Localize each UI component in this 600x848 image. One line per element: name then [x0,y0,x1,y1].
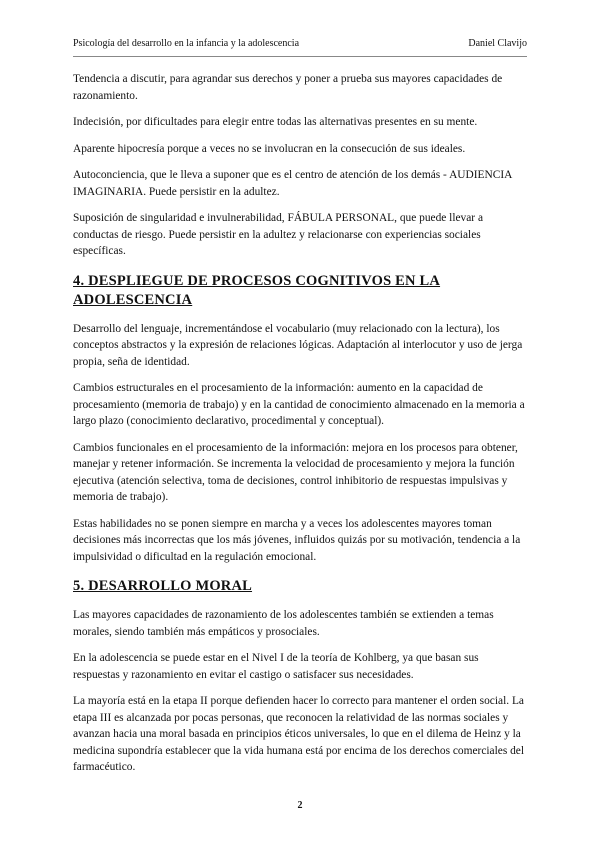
section-heading-moral: 5. DESARROLLO MORAL [73,578,253,594]
page-header [73,38,527,49]
paragraph: Cambios funcionales en el procesamiento de la información: mejora en los procesos para obtener, manejar y retener información. Se incrementa la velocidad de procesamiento y mejora la función ejecutiva (atención selectiva, toma de decisiones, control inhibitorio de respuestas impulsivas y memoria de trabajo). [73,441,518,503]
paragraph: Cambios estructurales en el procesamiento de la información: aumento en la capacidad de procesamiento (memoria de trabajo) y en la cantidad de conocimiento almacenado en la memoria a largo plazo (conocimiento declarativo, procedimental y conceptual). [73,382,525,427]
paragraph: Autoconciencia, que le lleva a suponer que es el centro de atención de los demás - AUDIENCIA IMAGINARIA. Puede persistir en la adultez. [73,169,512,198]
section-heading-cognitive: 4. DESPLIEGUE DE PROCESOS COGNITIVOS EN LA ADOLESCENCIA [73,272,441,308]
header-author: Daniel Clavijo [468,38,527,49]
paragraph: Suposición de singularidad e invulnerabilidad, FÁBULA PERSONAL, que puede llevar a conductas de riesgo. Puede persistir en la adultez y relacionarse con experiencias sociales específicas. [73,212,483,257]
paragraph: La mayoría está en la etapa II porque defienden hacer lo correcto para mantener el orden social. La etapa III es alcanzada por pocas personas, que reconocen la relatividad de las normas sociales y avanzan hacia una moral basada en principios éticos universales, lo que en el dilema de Heinz y la medicina supondría establecer que la vida humana está por encima de los derechos comerciales del farmacéutico. [73,695,525,773]
header-divider [73,56,527,57]
paragraph: Indecisión, por dificultades para elegir entre todas las alternativas presentes en su mente. [73,116,478,128]
paragraph: En la adolescencia se puede estar en el Nivel I de la teoría de Kohlberg, ya que basan sus respuestas y razonamiento en evitar el castigo o satisfacer sus necesidades. [73,652,479,681]
paragraph: Las mayores capacidades de razonamiento de los adolescentes también se extienden a temas morales, siendo también más empáticos y prosociales. [73,609,494,638]
paragraph: Aparente hipocresía porque a veces no se involucran en la consecución de sus ideales. [73,142,466,155]
header-title: Psicología del desarrollo en la infancia y la adolescencia [73,38,300,49]
page-content [73,71,528,786]
paragraph: Tendencia a discutir, para agrandar sus derechos y poner a prueba sus mayores capacidades de razonamiento. [73,73,503,102]
paragraph: Estas habilidades no se ponen siempre en marcha y a veces los adolescentes mayores toman decisiones más incorrectas que los más jóvenes, influidos quizás por su motivación, tendencia a la impulsividad o dificultad en la regulación emocional. [73,517,521,563]
page-number: 2 [297,800,303,811]
paragraph: Desarrollo del lenguaje, incrementándose el vocabulario (muy relacionado con la lectura), los conceptos abstractos y la expresión de relaciones lógicas. Adaptación al interlocutor y uso de jerga propia, seña de identidad. [73,322,523,368]
